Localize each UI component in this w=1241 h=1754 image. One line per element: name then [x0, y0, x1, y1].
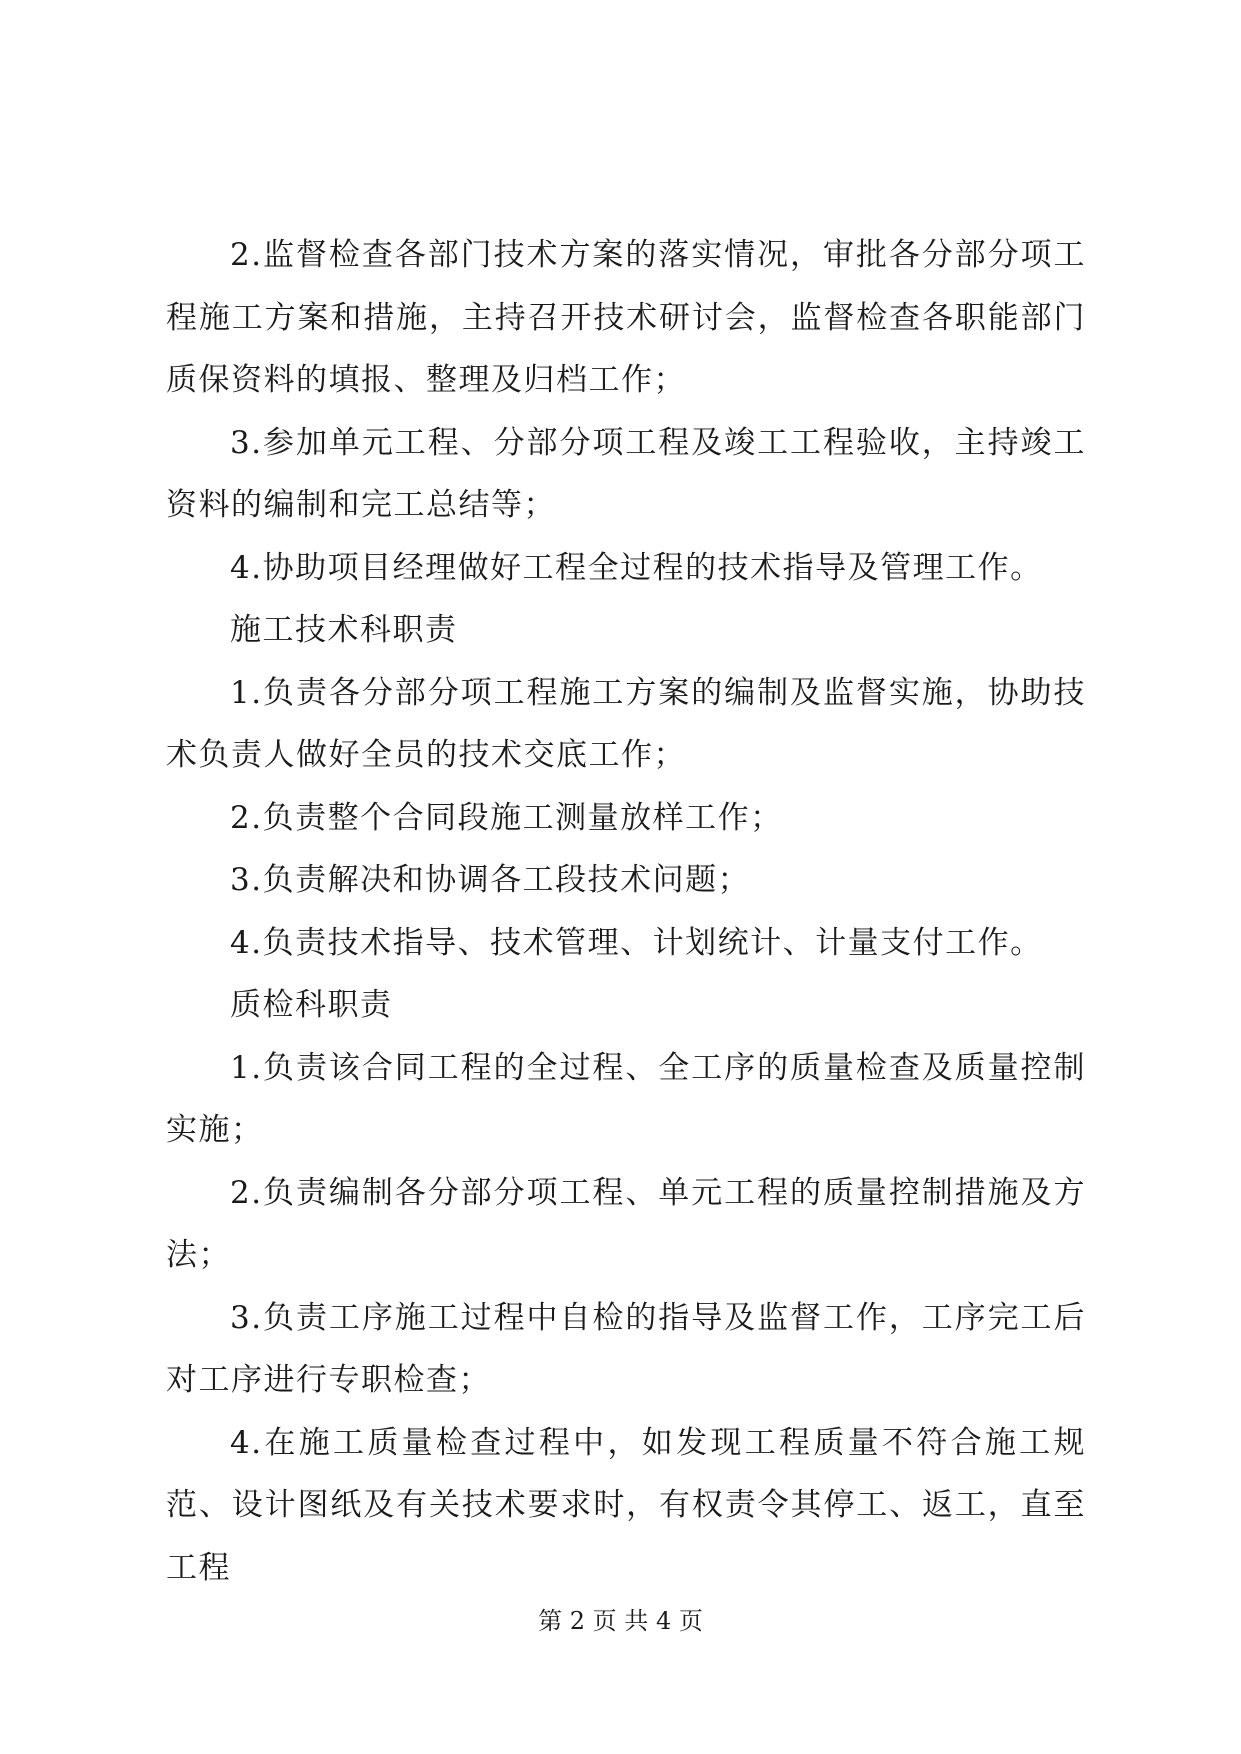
- document-body: [166, 224, 1086, 1599]
- section-heading-construction-tech: 施工技术科职责: [230, 612, 458, 648]
- paragraph-item: 4.在施工质量检查过程中，如发现工程质量不符合施工规范、设计图纸及有关技术要求时，有权责令其停工、返工，直至工程: [166, 1424, 1086, 1586]
- paragraph-item: 2.负责整个合同段施工测量放样工作；: [230, 799, 783, 836]
- page-number-footer: 第 2 页 共 4 页: [538, 1607, 703, 1635]
- paragraph-item: 3.负责解决和协调各工段技术问题；: [230, 862, 751, 898]
- section-heading-quality-inspection: 质检科职责: [230, 987, 393, 1023]
- paragraph-item: 4.负责技术指导、技术管理、计划统计、计量支付工作。: [230, 924, 1043, 961]
- paragraph-item: 3.负责工序施工过程中自检的指导及监督工作，工序完工后对工序进行专职检查；: [166, 1299, 1086, 1398]
- paragraph-item: 4.协助项目经理做好工程全过程的技术指导及管理工作。: [230, 549, 1043, 586]
- paragraph-item: 3.参加单元工程、分部分项工程及竣工工程验收，主持竣工资料的编制和完工总结等；: [166, 424, 1086, 523]
- paragraph-item: 1.负责该合同工程的全过程、全工序的质量检查及质量控制实施；: [166, 1049, 1086, 1148]
- paragraph-item: 2.监督检查各部门技术方案的落实情况，审批各分部分项工程施工方案和措施，主持召开技术研讨会，监督检查各职能部门质保资料的填报、整理及归档工作；: [166, 237, 1086, 398]
- paragraph-item: 2.负责编制各分部分项工程、单元工程的质量控制措施及方法；: [166, 1174, 1086, 1273]
- paragraph-item: 1.负责各分部分项工程施工方案的编制及监督实施，协助技术负责人做好全员的技术交底工作；: [166, 674, 1086, 773]
